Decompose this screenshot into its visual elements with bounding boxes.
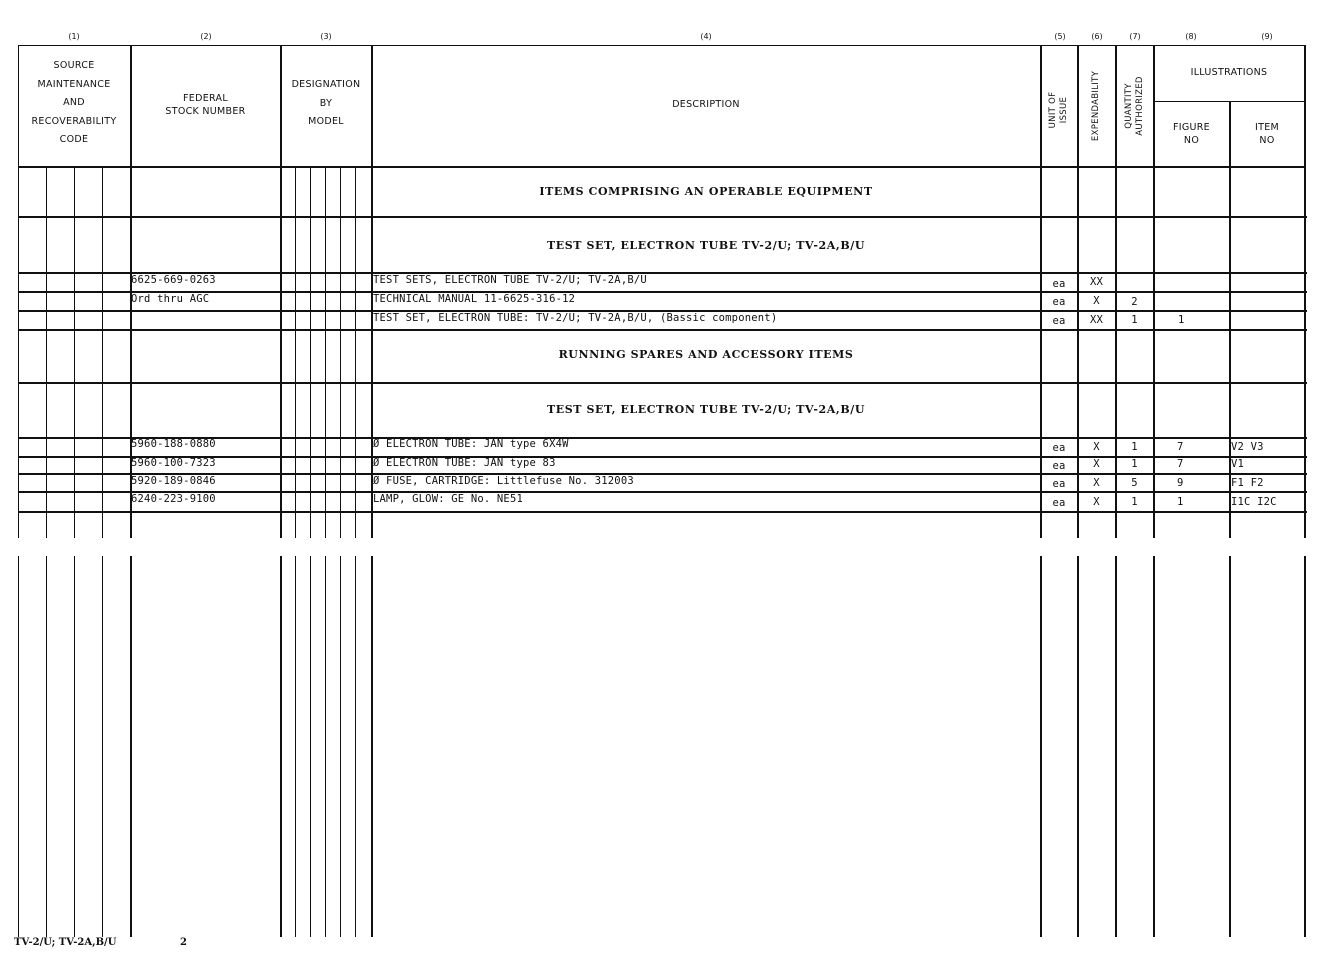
header-line: AND (63, 97, 85, 108)
col-rule (46, 166, 47, 538)
header-line: FEDERAL (183, 93, 228, 104)
expendability-cell: XX (1089, 276, 1104, 288)
expendability-cell: X (1093, 458, 1100, 470)
column-number: (7) (1129, 32, 1141, 41)
header-line: UNIT OF (1048, 91, 1058, 129)
figure-cell: 7 (1177, 441, 1184, 453)
col-rule (295, 166, 296, 538)
section-heading: ITEMS COMPRISING AN OPERABLE EQUIPMENT (539, 185, 873, 198)
item-cell: V1 (1231, 458, 1245, 470)
illustrations-header: ILLUSTRATIONS (1190, 67, 1268, 78)
item-cell: V2 V3 (1231, 441, 1264, 453)
column-number: (6) (1091, 32, 1103, 41)
expendability-cell: X (1093, 295, 1100, 307)
row-rule (18, 291, 1307, 293)
header-line: RECOVERABILITY (31, 115, 117, 127)
col-rule (18, 556, 19, 937)
header-line: ISSUE (1059, 96, 1069, 124)
header-line: SOURCE (53, 60, 95, 71)
fsn-header (131, 92, 280, 118)
description-cell: Ø FUSE, CARTRIDGE: Littlefuse No. 312003 (373, 475, 634, 487)
unit-cell: ea (1052, 442, 1066, 454)
fsn-cell: 5960-100-7323 (131, 457, 216, 469)
section-heading: TEST SET, ELECTRON TUBE TV-2/U; TV-2A,B/U (546, 239, 866, 252)
column-number: (1) (68, 32, 80, 41)
header-line: FIGURE (1173, 122, 1210, 133)
col-rule (1153, 556, 1155, 937)
column-number: (9) (1261, 32, 1273, 41)
header-line: NO (1183, 135, 1200, 146)
col-rule (46, 556, 47, 937)
quantity-authorized-header (1124, 56, 1146, 156)
header-line: STOCK NUMBER (165, 106, 246, 117)
col-rule (310, 556, 311, 937)
fsn-cell: 5960-188-0880 (131, 438, 216, 450)
expendability-cell: X (1093, 441, 1100, 453)
column-number: (3) (320, 32, 332, 41)
description-cell: TEST SETS, ELECTRON TUBE TV-2/U; TV-2A,B/U (373, 274, 647, 286)
col-rule (1040, 556, 1042, 937)
column-number: (5) (1054, 32, 1066, 41)
description-header: DESCRIPTION (672, 99, 740, 110)
col-rule (325, 166, 326, 538)
quantity-cell: 2 (1131, 296, 1138, 308)
unit-cell: ea (1052, 460, 1066, 472)
source-code-header (18, 57, 130, 150)
col-rule (102, 556, 103, 937)
unit-cell: ea (1052, 478, 1066, 490)
fsn-cell: 6625-669-0263 (131, 274, 216, 286)
col-rule (310, 166, 311, 538)
quantity-cell: 1 (1131, 314, 1138, 326)
description-cell: LAMP, GLOW: GE No. NE51 (373, 493, 523, 505)
col-rule (340, 556, 341, 937)
col-rule (1229, 556, 1231, 937)
description-cell: TECHNICAL MANUAL 11-6625-316-12 (373, 293, 576, 305)
quantity-cell: 1 (1131, 496, 1138, 508)
unit-cell: ea (1052, 315, 1066, 327)
header-line: QUANTITY (1124, 83, 1134, 129)
fsn-cell: 6240-223-9100 (131, 493, 216, 505)
table-top-rule (18, 45, 1305, 46)
col-rule (325, 556, 326, 937)
designation-header (281, 76, 371, 132)
column-number: (4) (700, 32, 712, 41)
header-line: DESIGNATION (291, 79, 361, 90)
expendability-cell: X (1093, 496, 1100, 508)
column-number: (8) (1185, 32, 1197, 41)
figure-cell: 1 (1177, 496, 1184, 508)
col-rule (295, 556, 296, 937)
col-rule (1304, 556, 1306, 937)
header-line: BY (319, 97, 333, 109)
header-line: MODEL (308, 116, 344, 127)
row-rule (18, 382, 1307, 384)
col-rule (340, 166, 341, 538)
row-rule (18, 216, 1307, 218)
header-line: CODE (59, 134, 89, 145)
section-heading: TEST SET, ELECTRON TUBE TV-2/U; TV-2A,B/U (546, 403, 866, 416)
unit-cell: ea (1052, 278, 1066, 290)
quantity-cell: 1 (1131, 441, 1138, 453)
page-number: 2 (180, 937, 187, 948)
header-line: AUTHORIZED (1135, 76, 1145, 136)
row-rule (18, 511, 1307, 513)
col-rule (1304, 45, 1306, 538)
footer-model: TV-2/U; TV-2A,B/U (14, 937, 117, 948)
col-rule (371, 556, 373, 937)
expendability-cell: XX (1089, 314, 1104, 326)
fsn-cell: Ord thru AGC (131, 293, 210, 305)
unit-of-issue-header (1048, 71, 1070, 149)
unit-cell: ea (1052, 296, 1066, 308)
figure-cell: 1 (1178, 314, 1185, 326)
item-no-header (1230, 121, 1304, 147)
col-rule (280, 556, 282, 937)
col-rule (355, 166, 356, 538)
col-rule (1115, 556, 1117, 937)
description-cell: Ø ELECTRON TUBE: JAN type 83 (373, 457, 556, 469)
expendability-header: EXPENDABILITY (1091, 70, 1101, 142)
figure-cell: 9 (1177, 477, 1184, 489)
section-heading: RUNNING SPARES AND ACCESSORY ITEMS (558, 348, 854, 361)
figure-cell: 7 (1177, 458, 1184, 470)
col-rule (74, 556, 75, 937)
row-rule (18, 329, 1307, 331)
col-rule (102, 166, 103, 538)
quantity-cell: 5 (1131, 477, 1138, 489)
column-number: (2) (200, 32, 212, 41)
figure-no-header (1154, 121, 1229, 147)
col-rule (130, 556, 132, 937)
description-cell: Ø ELECTRON TUBE: JAN type 6X4W (373, 438, 569, 450)
fsn-cell: 5920-189-0846 (131, 475, 216, 487)
item-cell: I1C I2C (1231, 496, 1277, 508)
col-rule (1077, 556, 1079, 937)
header-line: NO (1259, 135, 1275, 146)
header-bottom-rule (18, 166, 1305, 168)
item-cell: F1 F2 (1231, 477, 1264, 489)
col-rule (1229, 101, 1231, 538)
col-rule (1153, 45, 1155, 538)
col-rule (74, 166, 75, 538)
header-line: MAINTENANCE (37, 78, 111, 90)
description-cell: TEST SET, ELECTRON TUBE: TV-2/U; TV-2A,B/U, (Bassic component) (373, 312, 778, 324)
quantity-cell: 1 (1131, 458, 1138, 470)
unit-cell: ea (1052, 497, 1066, 509)
col-rule (355, 556, 356, 937)
header-line: ITEM (1254, 122, 1279, 133)
expendability-cell: X (1093, 477, 1100, 489)
